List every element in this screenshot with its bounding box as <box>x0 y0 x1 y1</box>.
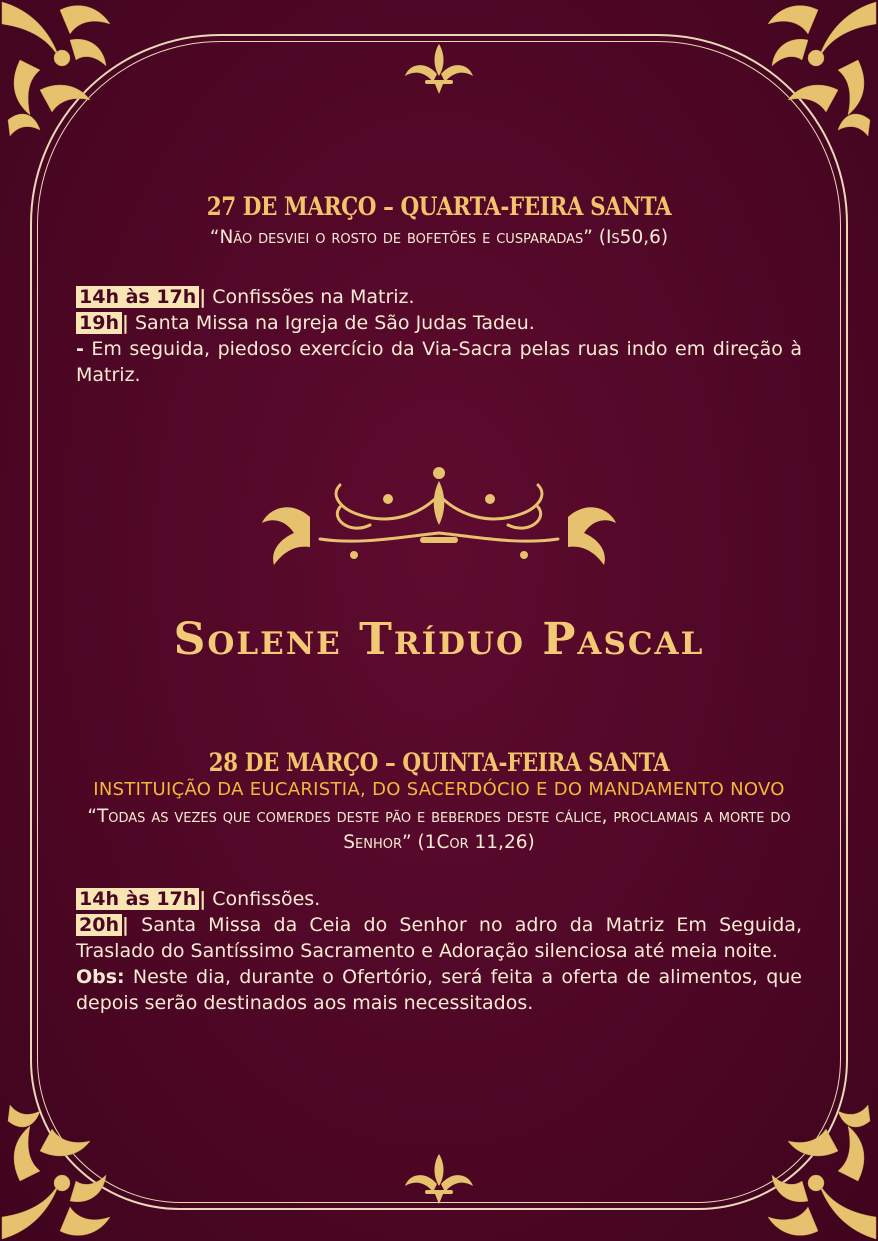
time-tag: 14h às 17h <box>76 888 199 910</box>
schedule-item <box>76 284 802 310</box>
day2-subtitle: INSTITUIÇÃO DA EUCARISTIA, DO SACERDÓCIO E DO MANDAMENTO NOVO <box>93 779 785 800</box>
obs-label: Obs: <box>76 966 125 988</box>
scroll-divider-ornament-icon <box>250 455 628 579</box>
day1-section <box>76 192 802 251</box>
obs-text: Neste dia, durante o Ofertório, será feita a oferta de alimentos, que depois serão destinados aos mais necessitados. <box>76 966 802 1014</box>
schedule-item <box>76 310 802 336</box>
separator: | <box>199 286 207 308</box>
time-tag: 20h <box>76 914 122 936</box>
schedule-text: Confissões na Matriz. <box>206 286 415 308</box>
schedule-item <box>76 912 802 964</box>
schedule-note <box>76 336 802 388</box>
fleur-de-lis-bottom-icon <box>399 1150 479 1206</box>
day2-title: 28 DE MARÇO – QUINTA-FEIRA SANTA <box>208 748 670 777</box>
main-title: Solene Tríduo Pascal <box>173 614 705 665</box>
separator: | <box>121 312 129 334</box>
schedule-item <box>76 886 802 912</box>
schedule-text: Confissões. <box>206 888 321 910</box>
time-tag: 19h <box>76 312 122 334</box>
obs-note <box>76 964 802 1016</box>
day1-quote: “Não desviei o rosto de bofetões e cusparadas” (Is50,6) <box>209 227 669 248</box>
corner-ornament-bottom-left-icon <box>0 1101 120 1241</box>
corner-ornament-top-right-icon <box>758 0 878 140</box>
corner-ornament-bottom-right-icon <box>758 1101 878 1241</box>
note-prefix: - <box>76 338 84 360</box>
corner-ornament-top-left-icon <box>0 0 120 140</box>
schedule-text: Santa Missa na Igreja de São Judas Tadeu. <box>128 312 535 334</box>
day1-title: 27 DE MARÇO – QUARTA-FEIRA SANTA <box>206 192 672 221</box>
separator: | <box>121 914 129 936</box>
day1-schedule <box>76 284 802 388</box>
time-tag: 14h às 17h <box>76 286 199 308</box>
day2-quote: “Todas as vezes que comerdes deste pão e beberdes deste cálice, proclamais a morte do Senhor” (1Cor 11,26) <box>87 806 791 853</box>
schedule-text: Santa Missa da Ceia do Senhor no adro da Matriz Em Seguida, Traslado do Santíssimo Sacramento e Adoração silenciosa até meia noite. <box>76 914 802 962</box>
day2-section <box>76 748 802 856</box>
day2-schedule <box>76 886 802 1016</box>
fleur-de-lis-top-icon <box>399 40 479 96</box>
note-text: Em seguida, piedoso exercício da Via-Sacra pelas ruas indo em direção à Matriz. <box>76 338 802 386</box>
separator: | <box>199 888 207 910</box>
